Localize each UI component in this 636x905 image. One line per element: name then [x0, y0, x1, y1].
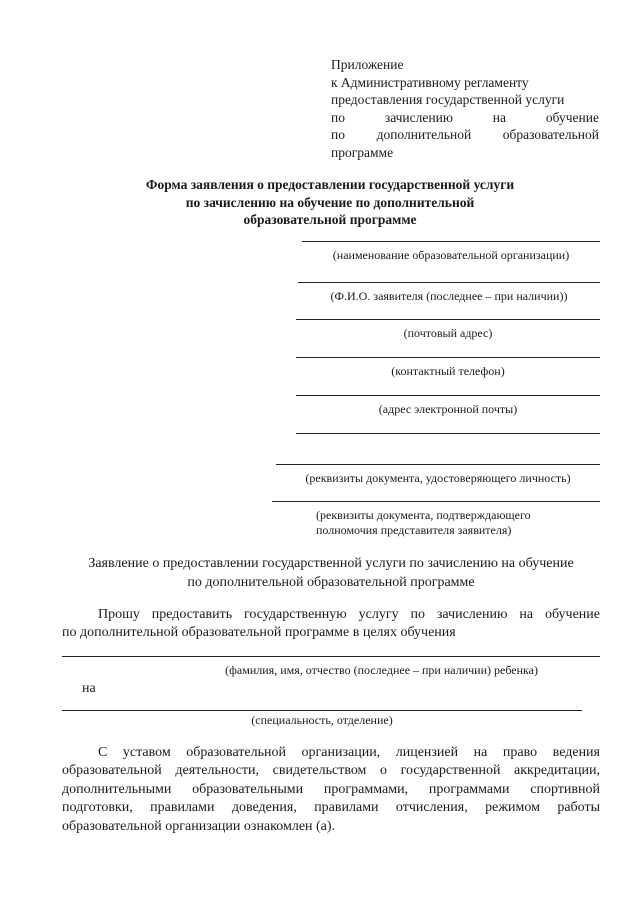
- specialty-caption: (специальность, отделение): [251, 713, 393, 727]
- acknowledgement-paragraph: С уставом образовательной организации, лицензией на право ведения образовательной деятельности, свидетельством о государственной аккредитации, дополнительными образовательными программами, программами спортивной подготовки, правилами доведения, правилами отчисления, режимом работы образовательной организации ознакомлен (а).: [62, 745, 600, 834]
- email-line[interactable]: [296, 395, 600, 396]
- org-name-caption: (наименование образовательной организации): [332, 248, 570, 262]
- email-caption: (адрес электронной почты): [378, 402, 518, 416]
- id-document-line[interactable]: [276, 464, 600, 465]
- na-label: на: [82, 681, 96, 696]
- annex-block: [331, 56, 599, 162]
- applicant-name-line[interactable]: [298, 282, 600, 283]
- annex-line: предоставления государственной услуги: [331, 92, 565, 108]
- annex-line: Приложение: [331, 57, 404, 72]
- form-title: Форма заявления о предоставлении государственной услуги по зачислению на обучение по дополнительной образовательной программе: [145, 177, 515, 227]
- child-name-caption: (фамилия, имя, отчество (последнее – при наличии) ребенка): [225, 663, 538, 677]
- annex-line: по дополнительной образовательной: [331, 127, 599, 143]
- annex-line: по зачислению на обучение: [331, 109, 599, 125]
- postal-address-caption: (почтовый адрес): [403, 326, 493, 340]
- request-paragraph: Прошу предоставить государственную услугу по зачислению на обучение по дополнительной образовательной программе в целях обучения: [62, 607, 600, 641]
- rep-document-caption: (реквизиты документа, подтверждающего полномочия представителя заявителя): [316, 508, 531, 537]
- phone-caption: (контактный телефон): [391, 364, 505, 378]
- extra-line[interactable]: [296, 433, 600, 434]
- org-name-line[interactable]: [302, 241, 600, 242]
- annex-line: программе: [331, 144, 394, 160]
- statement-heading: Заявление о предоставлении государственной услуги по зачислению на обучение по дополнительной образовательной программе: [88, 556, 574, 590]
- rep-document-line[interactable]: [272, 501, 600, 502]
- annex-line: к Административному регламенту: [331, 74, 529, 90]
- specialty-line[interactable]: [62, 710, 582, 711]
- phone-line[interactable]: [296, 357, 600, 358]
- postal-address-line[interactable]: [296, 319, 600, 320]
- id-document-caption: (реквизиты документа, удостоверяющего личность): [305, 471, 571, 485]
- child-name-line[interactable]: [62, 656, 600, 657]
- applicant-name-caption: (Ф.И.О. заявителя (последнее – при наличии)): [330, 289, 568, 303]
